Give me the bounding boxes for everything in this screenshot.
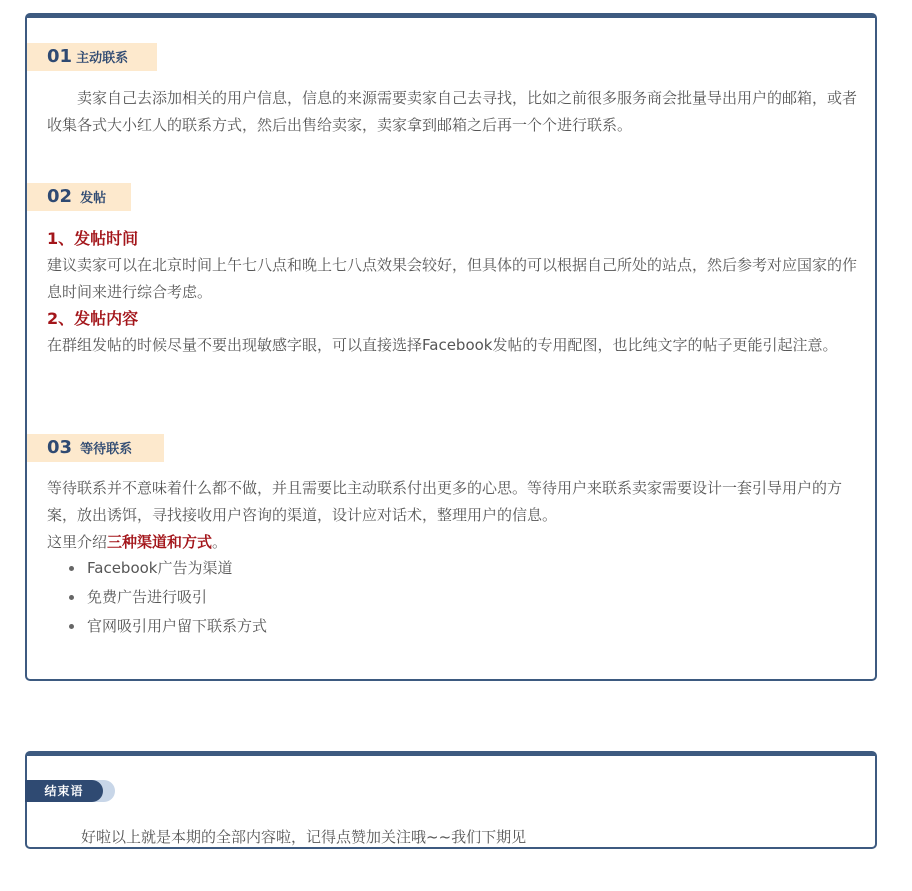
section-body: 卖家自己去添加相关的用户信息，信息的来源需要卖家自己去寻找，比如之前很多服务商会批量导出用户的邮箱，或者收集各式大小红人的联系方式，然后出售给卖家，卖家拿到邮箱之后再一个个进行联系。: [47, 89, 858, 134]
section-number: 01: [47, 46, 73, 67]
intro-prefix: 这里介绍: [47, 533, 108, 551]
section-title: 发帖: [80, 191, 107, 206]
channels-intro: [47, 529, 862, 556]
section-tag-01: [27, 43, 157, 71]
ending-tag: [25, 780, 115, 802]
section-number: 02: [47, 186, 73, 207]
section-tag-02: [27, 183, 131, 211]
intro-suffix: 。: [212, 533, 228, 551]
section-title: 主动联系: [76, 51, 129, 66]
content-card: [25, 13, 877, 681]
list-item: 免费广告进行吸引: [69, 583, 267, 612]
channels-list: [69, 554, 267, 641]
subheading-post-time: 1、发帖时间: [47, 229, 139, 248]
ending-label: 结束语: [25, 780, 103, 802]
section-tag-03: [27, 434, 164, 462]
section-number: 03: [47, 437, 73, 458]
intro-highlight: 三种渠道和方式: [107, 533, 213, 551]
ending-card: [25, 751, 877, 849]
section-body: 在群组发帖的时候尽量不要出现敏感字眼，可以直接选择Facebook发帖的专用配图，也比纯文字的帖子更能引起注意。: [47, 336, 838, 354]
ending-body: 好啦以上就是本期的全部内容啦，记得点赞加关注哦~~我们下期见: [81, 828, 527, 846]
list-item: Facebook广告为渠道: [69, 554, 267, 583]
section-body: 等待联系并不意味着什么都不做，并且需要比主动联系付出更多的心思。等待用户来联系卖家需要设计一套引导用户的方案，放出诱饵，寻找接收用户咨询的渠道，设计应对话术，整理用户的信息。: [47, 479, 843, 524]
subheading-post-content: 2、发帖内容: [47, 309, 139, 328]
section-body: 建议卖家可以在北京时间上午七八点和晚上七八点效果会较好，但具体的可以根据自己所处的站点，然后参考对应国家的作息时间来进行综合考虑。: [47, 256, 858, 301]
section-title: 等待联系: [80, 442, 133, 457]
list-item: 官网吸引用户留下联系方式: [69, 612, 267, 641]
